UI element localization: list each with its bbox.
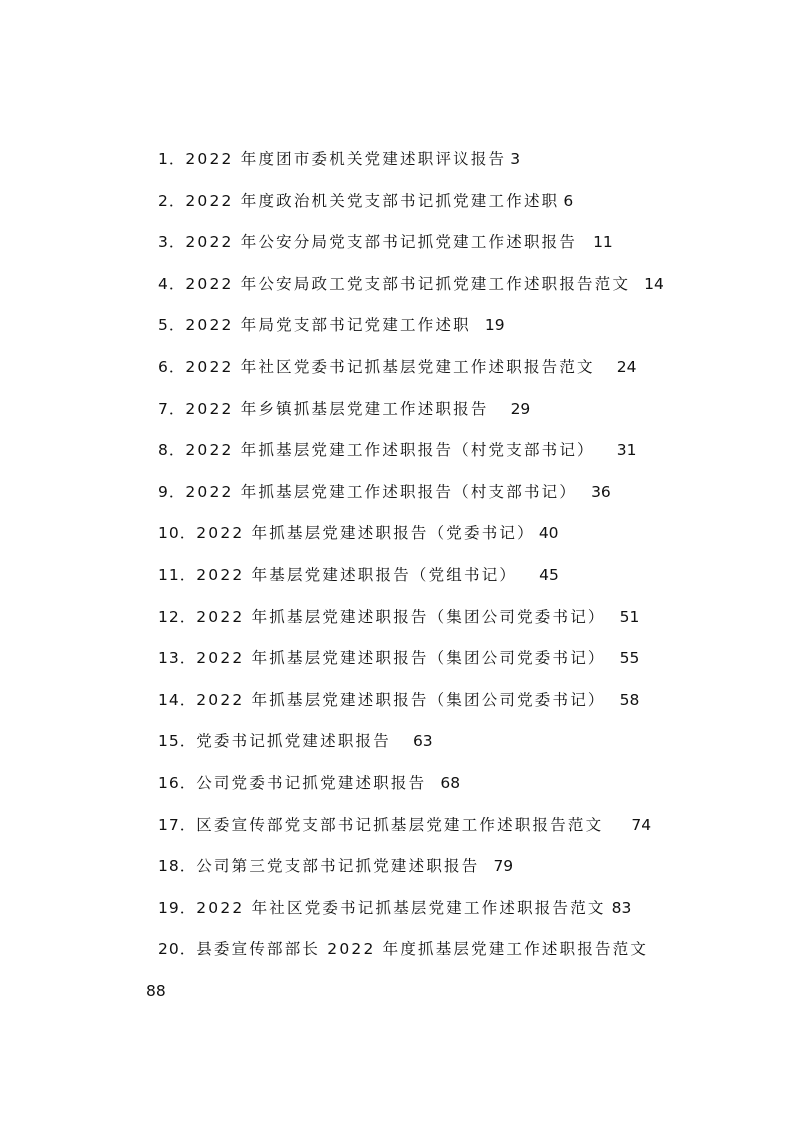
toc-entry-title: 2022 年社区党委书记抓基层党建工作述职报告范文: [196, 899, 606, 917]
toc-entry-title: 2022 年抓基层党建述职报告（集团公司党委书记）: [196, 691, 606, 709]
toc-entry-page: 31: [616, 441, 637, 459]
toc-entry-number: 3．: [158, 233, 186, 251]
toc-entry-number: 19．: [158, 899, 197, 917]
toc-entry-number: 8．: [158, 441, 186, 459]
toc-entry-page: 6: [563, 192, 574, 210]
toc-entry-number: 13．: [158, 649, 197, 667]
toc-entry-title: 2022 年抓基层党建述职报告（集团公司党委书记）: [196, 649, 606, 667]
toc-entry-number: 6．: [158, 358, 186, 376]
toc-entry-number: 5．: [158, 316, 186, 334]
toc-entry-number: 9．: [158, 483, 186, 501]
toc-entry-title: 2022 年抓基层党建述职报告（党委书记）: [196, 524, 535, 542]
toc-entry-11[interactable]: [158, 560, 559, 590]
toc-entry-number: 18．: [158, 857, 197, 875]
toc-entry-18[interactable]: [158, 851, 513, 881]
toc-entry-5[interactable]: [158, 310, 505, 340]
toc-entry-page: 11: [593, 233, 613, 251]
toc-entry-15[interactable]: [158, 726, 433, 756]
toc-entry-number: 1．: [158, 150, 186, 168]
toc-entry-10[interactable]: [158, 518, 559, 548]
toc-entry-title: 公司党委书记抓党建述职报告: [196, 774, 427, 792]
toc-entry-number: 12．: [158, 608, 197, 626]
toc-entry-page: 51: [619, 608, 640, 626]
toc-entry-title: 2022 年抓基层党建工作述职报告（村党支部书记）: [185, 441, 595, 459]
toc-entry-page: 36: [591, 483, 611, 501]
toc-entry-page: 40: [538, 524, 559, 542]
toc-entry-number: 11．: [158, 566, 197, 584]
toc-entry-7[interactable]: [158, 394, 530, 424]
toc-entry-number: 16．: [158, 774, 197, 792]
toc-entry-title: 公司第三党支部书记抓党建述职报告: [196, 857, 480, 875]
toc-entry-title: 2022 年社区党委书记抓基层党建工作述职报告范文: [185, 358, 595, 376]
toc-entry-13[interactable]: [158, 643, 639, 673]
toc-entry-page: 55: [619, 649, 640, 667]
toc-entry-number: 4．: [158, 275, 186, 293]
toc-entry-8[interactable]: [158, 435, 636, 465]
toc-entry-page: 24: [616, 358, 637, 376]
toc-entry-16[interactable]: [158, 768, 460, 798]
toc-entry-number: 2．: [158, 192, 186, 210]
toc-entry-number: 17．: [158, 816, 197, 834]
toc-entry-number: 14．: [158, 691, 197, 709]
toc-entry-6[interactable]: [158, 352, 636, 382]
toc-entry-number: 20．: [158, 940, 197, 958]
toc-entry-title: 2022 年抓基层党建工作述职报告（村支部书记）: [185, 483, 578, 501]
toc-entry-page: 63: [412, 732, 433, 750]
toc-entry-page: 45: [539, 566, 559, 584]
toc-entry-title: 2022 年公安分局党支部书记抓党建工作述职报告: [185, 233, 578, 251]
toc-entry-title: 县委宣传部部长 2022 年度抓基层党建工作述职报告范文: [196, 940, 649, 958]
toc-entry-page: 74: [631, 816, 652, 834]
toc-entry-4[interactable]: [158, 269, 664, 299]
toc-entry-title: 党委书记抓党建述职报告: [196, 732, 391, 750]
toc-entry-title: 2022 年度团市委机关党建述职评议报告: [185, 150, 507, 168]
toc-entry-page: 68: [440, 774, 461, 792]
toc-entry-page: 83: [611, 899, 632, 917]
toc-entry-page: 29: [510, 400, 531, 418]
toc-entry-title: 2022 年抓基层党建述职报告（集团公司党委书记）: [196, 608, 606, 626]
toc-entry-3[interactable]: [158, 227, 613, 257]
toc-entry-17[interactable]: [158, 810, 651, 840]
toc-entry-title: 2022 年公安局政工党支部书记抓党建工作述职报告范文: [185, 275, 631, 293]
toc-entry-9[interactable]: [158, 477, 611, 507]
toc-entry-12[interactable]: [158, 602, 639, 632]
toc-entry-number: 7．: [158, 400, 186, 418]
toc-entry-title: 2022 年乡镇抓基层党建工作述职报告: [185, 400, 489, 418]
toc-entry-title: 2022 年度政治机关党支部书记抓党建工作述职: [185, 192, 560, 210]
toc-entry-number: 10．: [158, 524, 197, 542]
toc-entry-19[interactable]: [158, 893, 631, 923]
toc-entry-page: 19: [484, 316, 505, 334]
toc-entry-page[interactable]: 88: [146, 982, 166, 1000]
toc-entry-20[interactable]: [158, 934, 648, 964]
toc-entry-number: 15．: [158, 732, 197, 750]
toc-entry-1[interactable]: [158, 144, 520, 174]
toc-entry-14[interactable]: [158, 685, 639, 715]
toc-entry-page: 3: [510, 150, 521, 168]
toc-entry-2[interactable]: [158, 186, 573, 216]
toc-entry-title: 2022 年基层党建述职报告（党组书记）: [196, 566, 518, 584]
toc-entry-page: 58: [619, 691, 640, 709]
toc-entry-title: 2022 年局党支部书记党建工作述职: [185, 316, 471, 334]
toc-entry-page: 79: [493, 857, 514, 875]
toc-entry-page: 14: [644, 275, 664, 293]
toc-entry-title: 区委宣传部党支部书记抓基层党建工作述职报告范文: [196, 816, 604, 834]
